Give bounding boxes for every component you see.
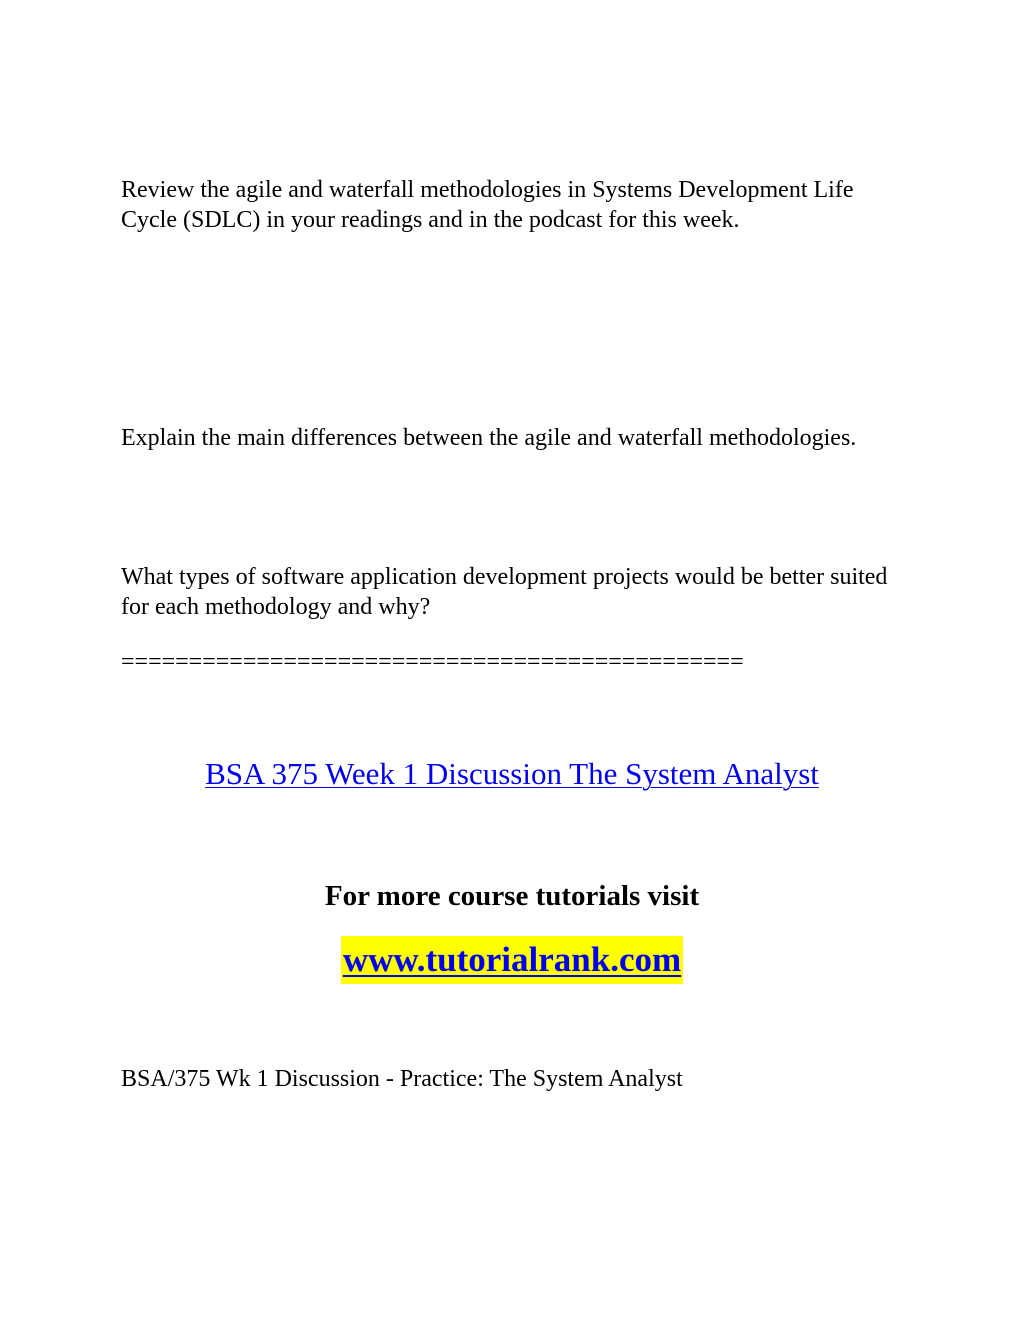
section-divider: ============================================== [121, 649, 744, 675]
explain-paragraph: Explain the main differences between the agile and waterfall methodologies. [121, 425, 857, 451]
promo-heading: For more course tutorials visit [324, 880, 700, 912]
site-link-container [0, 936, 1024, 984]
review-paragraph: Review the agile and waterfall methodologies in Systems Development Life Cycle (SDLC) in your readings and in the podcast for this week. [121, 177, 854, 233]
course-link[interactable]: BSA 375 Week 1 Discussion The System Analyst [205, 756, 819, 791]
footer-title: BSA/375 Wk 1 Discussion - Practice: The System Analyst [121, 1066, 683, 1092]
course-link-container [0, 755, 1024, 793]
site-link[interactable]: www.tutorialrank.com [341, 936, 683, 984]
types-paragraph: What types of software application development projects would be better suited for each methodology and why? [121, 564, 888, 620]
